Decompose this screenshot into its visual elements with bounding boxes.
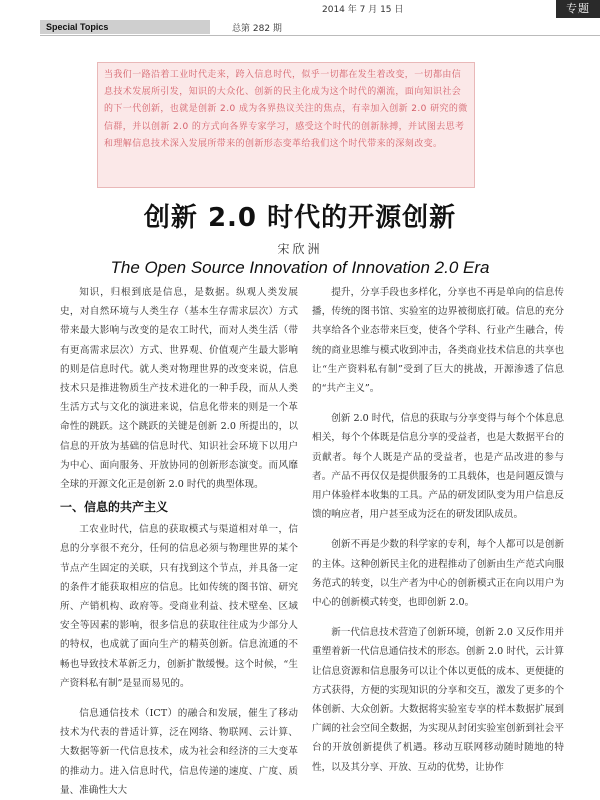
- paragraph: 信息通信技术（ICT）的融合和发展，催生了移动技术为代表的普适计算，泛在网络、物联网、云计算、大数据等新一代信息技术，成为社会和经济的三大变革的推动力。进入信息时代，信息传递的速度、广度、质量、准确性大大: [60, 708, 298, 796]
- paragraph-gap: [312, 612, 564, 623]
- header-divider: [40, 35, 600, 36]
- paragraph: 创新不再是少数的科学家的专利，每个人都可以是创新的主体。这种创新民主化的进程推动了创新由生产范式向服务范式的转变，以生产者为中心的创新模式正在向以用户为中心的创新模式转变，也即创新 2.0。: [312, 539, 564, 609]
- paragraph-gap: [312, 398, 564, 409]
- paragraph: 创新 2.0 时代，信息的获取与分享变得与每个个体息息相关，每个个体既是信息分享的受益者，也是大数据平台的贡献者。每个人既是产品的受益者，也是产品改进的参与者。产品不再仅仅是提供服务的工具载体，也是问题反馈与用户体验样本收集的工具。产品的研发团队变为用户信息反馈的响应者，用户甚至成为泛在的研发团队成员。: [312, 413, 564, 521]
- left-column: [60, 283, 298, 800]
- article-title: 创新 2.0 时代的开源创新: [143, 203, 457, 233]
- article-title-english: The Open Source Innovation of Innovation 2.0 Era: [110, 258, 490, 277]
- paragraph: 新一代信息技术营造了创新环境，创新 2.0 又反作用并重塑着新一代信息通信技术的形态。创新 2.0 时代，云计算让信息资源和信息服务可以让个体以更低的成本、更便捷的方式获得，方便的实现知识的分享和交互，激发了更多的个体创新、大众创新。大数据将实验室专享的样本数据扩展到广阔的社会空间全数据，为实现从封闭实验室创新到社会平台的开放创新提供了机遇。移动互联网移动随时随地的特性，以及其分享、开放、互动的优势，让协作: [312, 627, 564, 773]
- issue-number: 总第 282 期: [232, 24, 282, 34]
- issue-date: 2014 年 7 月 15 日: [322, 5, 404, 15]
- paragraph: 工农业时代，信息的获取模式与渠道相对单一，信息的分享很不充分，任何的信息必须与物理世界的某个节点产生固定的关联，只有找到这个节点，并具备一定的条件才能获取相应的信息。比如传统的图书馆、研究所、产销机构、政府等。受商业利益、技术壁垒、区域安全等因素的影响，很多信息的获取往往成为少部分人的特权，也成就了面向生产的精英创新。信息流通的不畅也导致技术革新乏力，创新扩散缓慢。这个时候，“生产资料私有制”是显而易见的。: [60, 524, 298, 689]
- section-label: Special Topics: [46, 22, 109, 32]
- paragraph: 提升，分享手段也多样化，分享也不再是单向的信息传播，传统的图书馆、实验室的边界被彻底打破。信息的充分共享给各个业态带来巨变，使各个学科、行业产生融合，传统的商业思维与模式收到冲击，各类商业技术信息的共享也让“生产资料私有制”受到了巨大的挑战，开源渗透了信息的“共产主义”。: [312, 287, 564, 395]
- paragraph: 知识，归根到底是信息，是数据。纵观人类发展史，对自然环境与人类生存（基本生存需求层次）方式带来最大影响与改变的是农工时代，而对人类生活（带有更高需求层次）方式、世界观、价值观产生最大影响的则是信息时代。就人类对物理世界的改变来说，信息技术只是推进物质生产技术进化的一种手段，而从人类生活方式与文化的演进来说，信息化带来的则是一个革命性的跳跃。这个跳跃的关键是创新 2.0 所提出的，以信息的开放为基础的信息时代、知识社会环境下以用户为中心、面向服务、开放协同的创新形态演变。而风靡全球的开源文化正是创新 2.0 时代的典型体现。: [60, 287, 298, 491]
- section-header-bar: [40, 20, 210, 34]
- right-column: [312, 283, 564, 777]
- section-heading: 一、信息的共产主义: [60, 500, 169, 515]
- paragraph-gap: [60, 693, 298, 704]
- column-tag: 专题: [556, 0, 600, 18]
- paragraph-gap: [312, 524, 564, 535]
- intro-text: 当我们一路沿着工业时代走来，跨入信息时代，似乎一切都在发生着改变，一切都由信息技术发展所引发，知识的大众化、创新的民主化成为这个时代的潮流，面向知识社会的下一代创新，也就是创新 2.0 成为各界热议关注的焦点，有幸加入创新 2.0 研究的微信群，并以创新 2.0 的方式向各界专家学习，感受这个时代的创新脉搏，并试图去思考和理解信息技术深入发展所带来的创新形态变革给我们这个时代带来的深刻改变。: [104, 70, 468, 149]
- author-name: 宋欣洲: [277, 242, 323, 256]
- intro-box: [97, 62, 475, 188]
